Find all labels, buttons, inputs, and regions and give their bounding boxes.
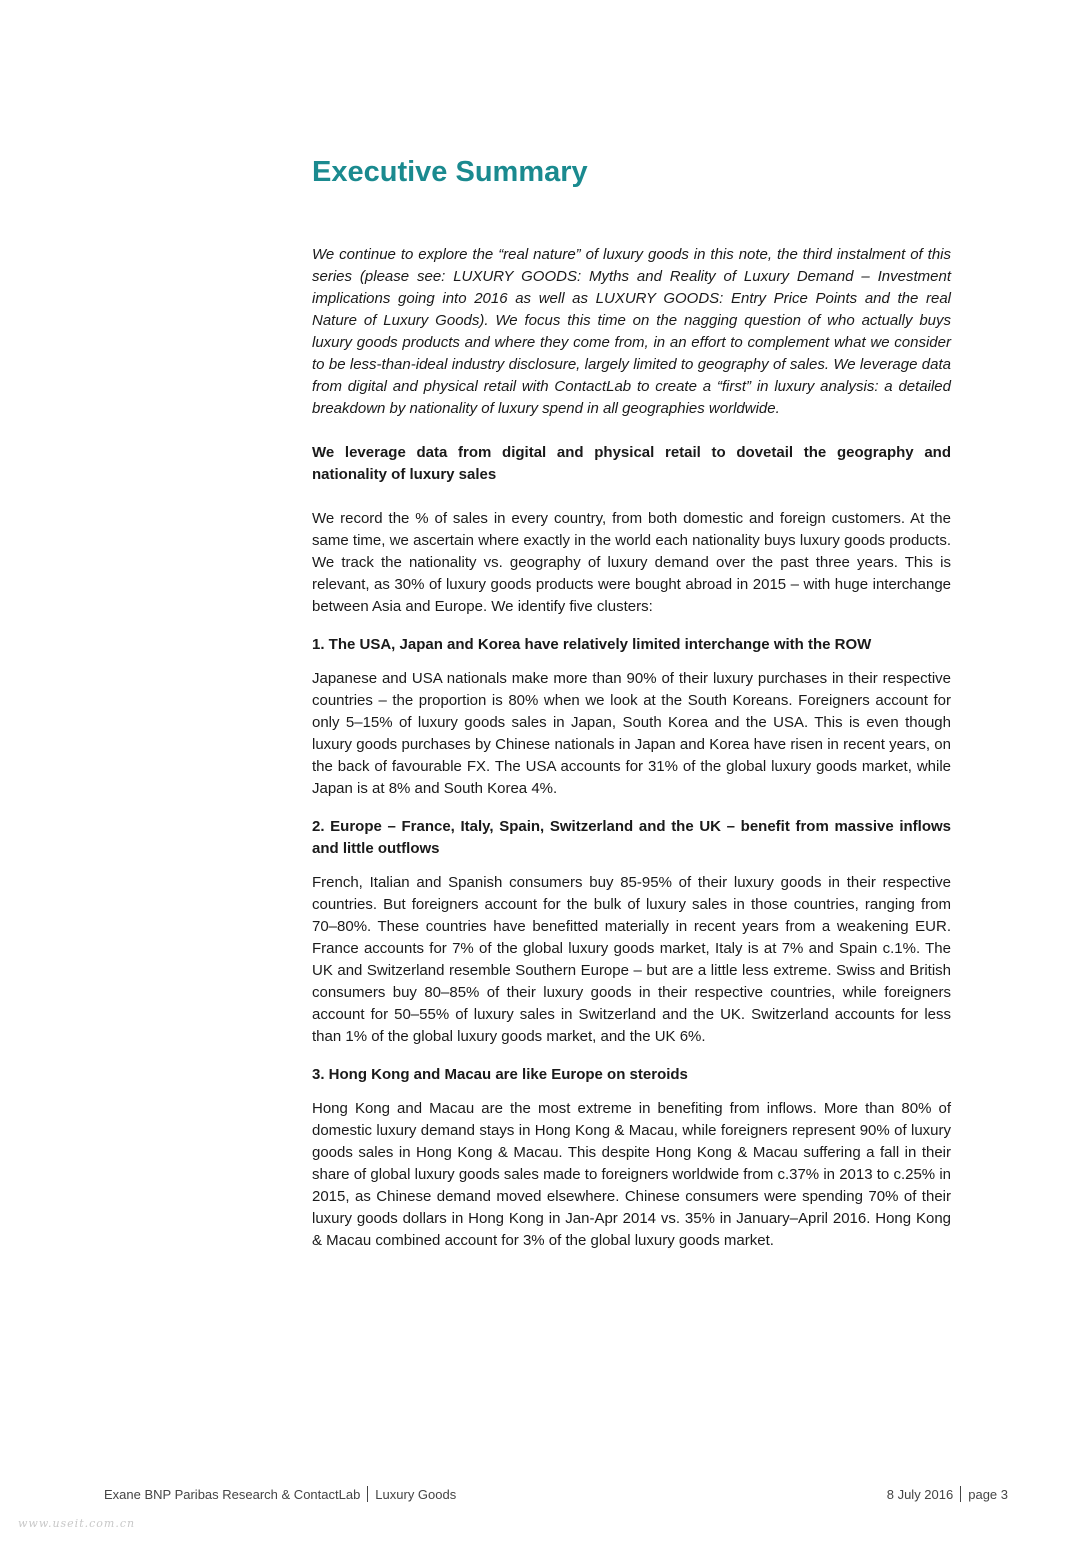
footer-left <box>104 1486 456 1502</box>
section-heading: 2. Europe – France, Italy, Spain, Switzerland and the UK – benefit from massive inflows and little outflows <box>312 818 951 857</box>
section-body: French, Italian and Spanish consumers buy 85-95% of their luxury goods in their respective countries. But foreigners account for the bulk of luxury sales in those countries, ranging from 70–80%. These countries have benefitted materially in recent years from a weakening EUR. France accounts for 7% of the global luxury goods market, Italy is at 7% and Spain c.1%. The UK and Switzerland resemble Southern Europe – but are a little less extreme. Swiss and British consumers buy 80–85% of their luxury goods in their respective countries, while foreigners account for 50–55% of luxury sales in Switzerland and the UK. Switzerland accounts for less than 1% of the global luxury goods market, and the UK 6%. <box>312 874 951 1045</box>
page-footer <box>104 1486 1008 1506</box>
section-heading: 3. Hong Kong and Macau are like Europe on steroids <box>312 1066 688 1083</box>
lead-heading: We leverage data from digital and physical retail to dovetail the geography and nationality of luxury sales <box>312 444 951 483</box>
section-3 <box>312 1064 951 1252</box>
section-body: Japanese and USA nationals make more than 90% of their luxury purchases in their respective countries – the proportion is 80% when we look at the South Koreans. Foreigners account for only 5–15% of luxury goods sales in Japan, South Korea and the USA. This is even though luxury goods purchases by Chinese nationals in Japan and Korea have risen in recent years, on the back of favourable FX. The USA accounts for 31% of the global luxury goods market, while Japan is at 8% and South Korea 4%. <box>312 670 951 797</box>
section-2 <box>312 816 951 1048</box>
footer-topic: Luxury Goods <box>375 1487 457 1502</box>
document-body <box>312 152 951 1268</box>
watermark: www.useit.com.cn <box>18 1517 136 1530</box>
overview-paragraph: We record the % of sales in every country, from both domestic and foreign customers. At the same time, we ascertain where exactly in the world each nationality buys luxury goods products. We track the nationality vs. geography of luxury demand over the past three years. This is relevant, as 30% of luxury goods products were bought abroad in 2015 – with huge interchange between Asia and Europe. We identify five clusters: <box>312 510 951 615</box>
footer-date: 8 July 2016 <box>886 1487 954 1502</box>
footer-separator <box>367 1486 368 1502</box>
footer-right <box>887 1486 1008 1502</box>
footer-separator <box>960 1486 961 1502</box>
section-body: Hong Kong and Macau are the most extreme in benefiting from inflows. More than 80% of domestic luxury demand stays in Hong Kong & Macau, while foreigners represent 90% of luxury goods sales in Hong Kong & Macau. This despite Hong Kong & Macau suffering a fall in their share of global luxury goods sales made to foreigners worldwide from c.37% in 2013 to c.25% in 2015, as Chinese demand moved elsewhere. Chinese consumers were spending 70% of their luxury goods dollars in Hong Kong in Jan-Apr 2014 vs. 35% in January–April 2016. Hong Kong & Macau combined account for 3% of the global luxury goods market. <box>312 1100 951 1249</box>
footer-source: Exane BNP Paribas Research & ContactLab <box>104 1487 361 1502</box>
intro-paragraph: We continue to explore the “real nature” of luxury goods in this note, the third instalment of this series (please see: LUXURY GOODS: Myths and Reality of Luxury Demand – Investment implications going into 2016 as well as LUXURY GOODS: Entry Price Points and the real Nature of Luxury Goods). We focus this time on the nagging question of who actually buys luxury goods products and where they come from, in an effort to complement what we consider to be less-than-ideal industry disclosure, largely limited to geography of sales. We leverage data from digital and physical retail with ContactLab to create a “first” in luxury analysis: a detailed breakdown by nationality of luxury spend in all geographies worldwide. <box>312 246 951 417</box>
page-title: Executive Summary <box>312 156 588 188</box>
section-heading: 1. The USA, Japan and Korea have relatively limited interchange with the ROW <box>312 636 872 653</box>
section-1 <box>312 634 951 800</box>
footer-page-number: page 3 <box>968 1487 1008 1502</box>
